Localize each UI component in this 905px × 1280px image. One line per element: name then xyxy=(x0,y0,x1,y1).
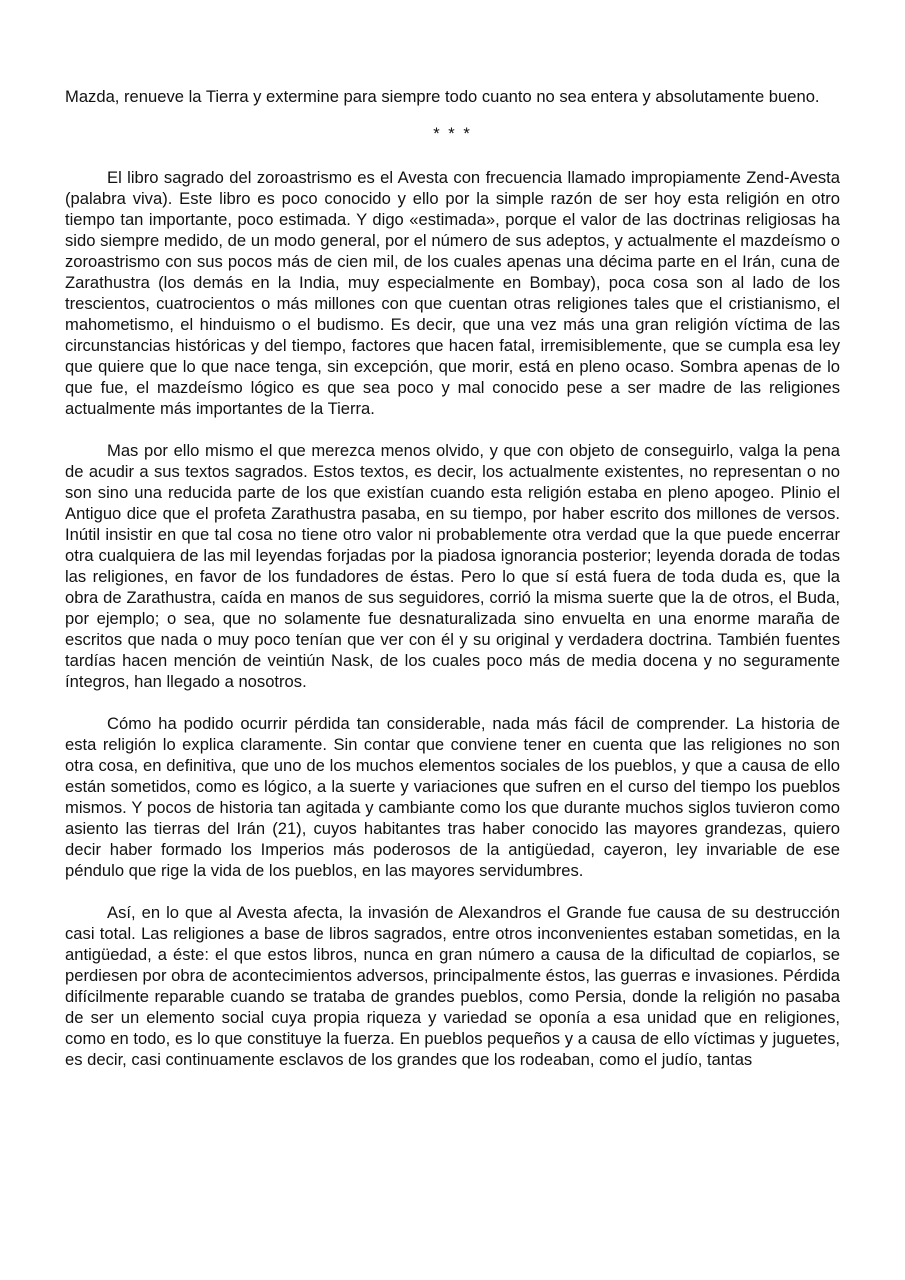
opening-paragraph: Mazda, renueve la Tierra y extermine para siempre todo cuanto no sea entera y absolutamente bueno. xyxy=(65,87,820,106)
paragraph-alexander-invasion: Así, en lo que al Avesta afecta, la invasión de Alexandros el Grande fue causa de su destrucción casi total. Las religiones a base de libros sagrados, entre otros inconvenientes estaban sometidas, en la antigüedad, a éste: el que estos libros, nunca en gran número a causa de la dificultad de copiarlos, se perdiesen por obra de acontecimientos adversos, principalmente éstos, las guerras e invasiones. Pérdida difícilmente reparable cuando se trataba de grandes pueblos, como Persia, donde la religión no pasaba de ser un elemento social cuya propia riqueza y variedad se oponía a esa unidad que en religiones, como en todo, es lo que constituye la fuerza. En pueblos pequeños y a causa de ello víctimas y juguetes, es decir, casi continuamente esclavos de los grandes que los rodeaban, como el judío, tantas xyxy=(65,903,840,1069)
section-separator: * * * xyxy=(433,124,472,143)
document-page xyxy=(65,86,840,1070)
spacer xyxy=(65,881,840,902)
paragraph-loss-explained: Cómo ha podido ocurrir pérdida tan considerable, nada más fácil de comprender. La historia de esta religión lo explica claramente. Sin contar que conviene tener en cuenta que las religiones no son otra cosa, en definitiva, que uno de los muchos elementos sociales de los pueblos, y que a causa de ello están sometidos, como es lógico, a la suerte y variaciones que sufren en el curso del tiempo los pueblos mismos. Y pocos de historia tan agitada y cambiante como los que durante muchos siglos tuvieron como asiento las tierras del Irán (21), cuyos habitantes tras haber conocido las mayores grandezas, quiero decir haber formado los Imperios más poderosos de la antigüedad, cayeron, ley invariable de ese péndulo que rige la vida de los pueblos, en las mayores servidumbres. xyxy=(65,714,840,880)
paragraph-sacred-texts: Mas por ello mismo el que merezca menos olvido, y que con objeto de conseguirlo, valga la pena de acudir a sus textos sagrados. Estos textos, es decir, los actualmente existentes, no representan o no son sino una reducida parte de los que existían cuando esta religión estaba en pleno apogeo. Plinio el Antiguo dice que el profeta Zarathustra pasaba, en su tiempo, por haber escrito dos millones de versos. Inútil insistir en que tal cosa no tiene otro valor ni probablemente otra verdad que la que puede encerrar otra cualquiera de las mil leyendas forjadas por la piadosa ignorancia posterior; leyenda dorada de todas las religiones, en favor de los fundadores de éstas. Pero lo que sí está fuera de toda duda es, que la obra de Zarathustra, caída en manos de sus seguidores, corrió la misma suerte que la de otros, el Buda, por ejemplo; o sea, que no solamente fue desnaturalizada sino envuelta en una enorme maraña de escritos que nada o muy poco tenían que ver con él y su original y verdadera doctrina. También fuentes tardías hacen mención de veintiún Nask, de los cuales poco más de media docena y no seguramente íntegros, han llegado a nosotros. xyxy=(65,441,840,691)
spacer xyxy=(65,144,840,167)
spacer xyxy=(65,692,840,713)
paragraph-avesta-intro: El libro sagrado del zoroastrismo es el Avesta con frecuencia llamado impropiamente Zend-Avesta (palabra viva). Este libro es poco conocido y ello por la simple razón de ser hoy esta religión en otro tiempo tan importante, poco estimada. Y digo «estimada», porque el valor de las doctrinas religiosas ha sido siempre medido, de un modo general, por el número de sus adeptos, y actualmente el mazdeísmo o zoroastrismo con sus pocos más de cien mil, de los cuales apenas una décima parte en el Irán, cuna de Zarathustra (los demás en la India, muy especialmente en Bombay), poca cosa son al lado de los trescientos, cuatrocientos o más millones con que cuentan otras religiones tales que el cristianismo, el mahometismo, el hinduismo o el budismo. Es decir, que una vez más una gran religión víctima de las circunstancias históricas y del tiempo, factores que hacen fatal, irremisiblemente, que se cumpla esa ley que quiere que lo que nace tenga, sin excepción, que morir, está en pleno ocaso. Sombra apenas de lo que fue, el mazdeísmo lógico es que sea poco y mal conocido pese a ser madre de las religiones actualmente más importantes de la Tierra. xyxy=(65,168,840,418)
spacer xyxy=(65,419,840,440)
spacer xyxy=(65,107,840,115)
